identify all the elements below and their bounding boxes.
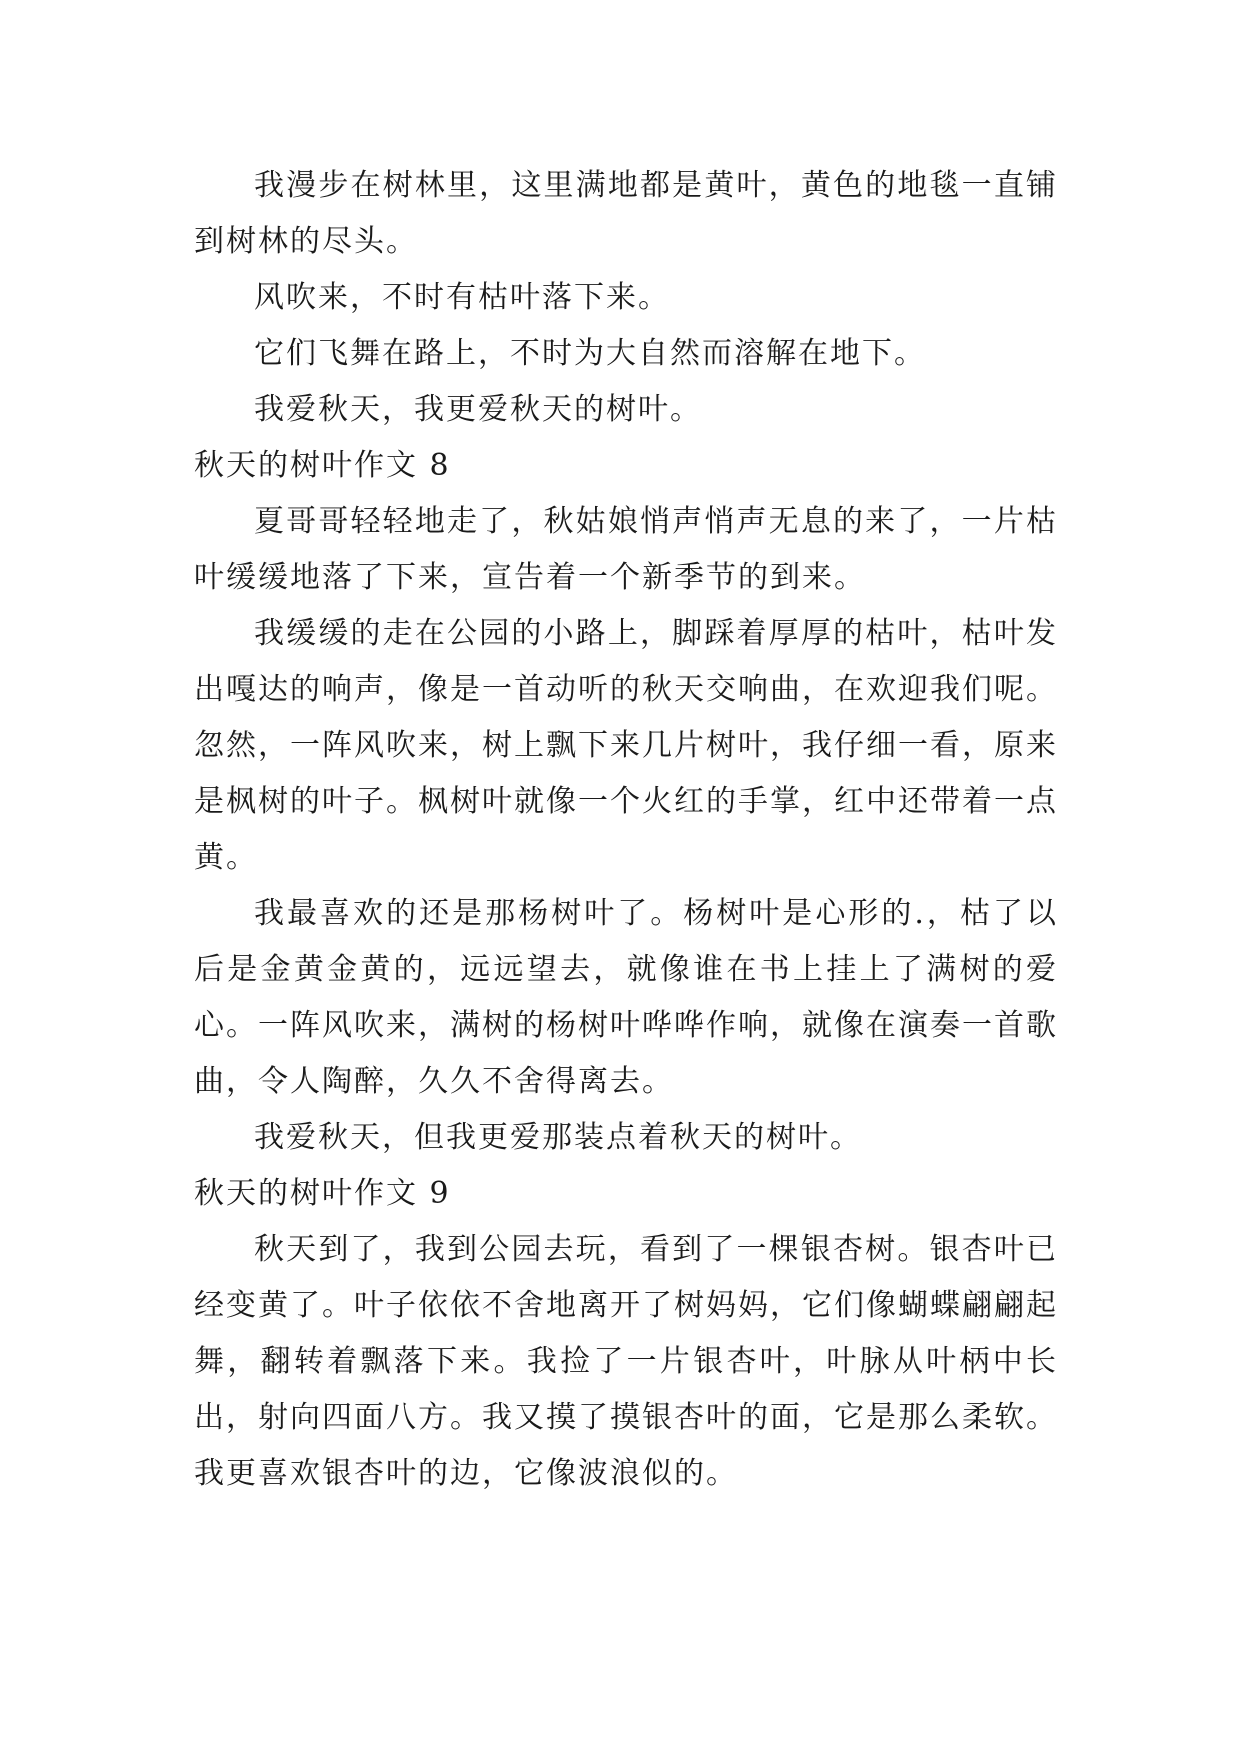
paragraph: 风吹来，不时有枯叶落下来。 — [254, 280, 670, 315]
paragraph: 秋天到了，我到公园去玩，看到了一棵银杏树。银杏叶已经变黄了。叶子依依不舍地离开了树妈妈，它们像蝴蝶翩翩起舞，翻转着飘落下来。我捡了一片银杏叶，叶脉从叶柄中长出，射向四面八方。我又摸了摸银杏叶的面，它是那么柔软。我更喜欢银杏叶的边，它像波浪似的。 — [194, 1232, 1058, 1491]
paragraph: 我缓缓的走在公园的小路上，脚踩着厚厚的枯叶，枯叶发出嘎达的响声，像是一首动听的秋天交响曲，在欢迎我们呢。忽然，一阵风吹来，树上飘下来几片树叶，我仔细一看，原来是枫树的叶子。枫树叶就像一个火红的手掌，红中还带着一点黄。 — [194, 616, 1058, 875]
section-heading: 秋天的树叶作文 9 — [194, 1176, 451, 1211]
paragraph: 我爱秋天，我更爱秋天的树叶。 — [254, 392, 702, 427]
document-body — [194, 158, 1058, 1502]
paragraph: 我爱秋天，但我更爱那装点着秋天的树叶。 — [254, 1120, 862, 1155]
paragraph: 夏哥哥轻轻地走了，秋姑娘悄声悄声无息的来了，一片枯叶缓缓地落了下来，宣告着一个新季节的到来。 — [194, 504, 1058, 595]
paragraph: 它们飞舞在路上，不时为大自然而溶解在地下。 — [254, 336, 926, 371]
section-heading: 秋天的树叶作文 8 — [194, 448, 451, 483]
paragraph: 我漫步在树林里，这里满地都是黄叶，黄色的地毯一直铺到树林的尽头。 — [194, 168, 1058, 259]
paragraph: 我最喜欢的还是那杨树叶了。杨树叶是心形的.，枯了以后是金黄金黄的，远远望去，就像谁在书上挂上了满树的爱心。一阵风吹来，满树的杨树叶哗哗作响，就像在演奏一首歌曲，令人陶醉，久久不舍得离去。 — [194, 896, 1058, 1099]
